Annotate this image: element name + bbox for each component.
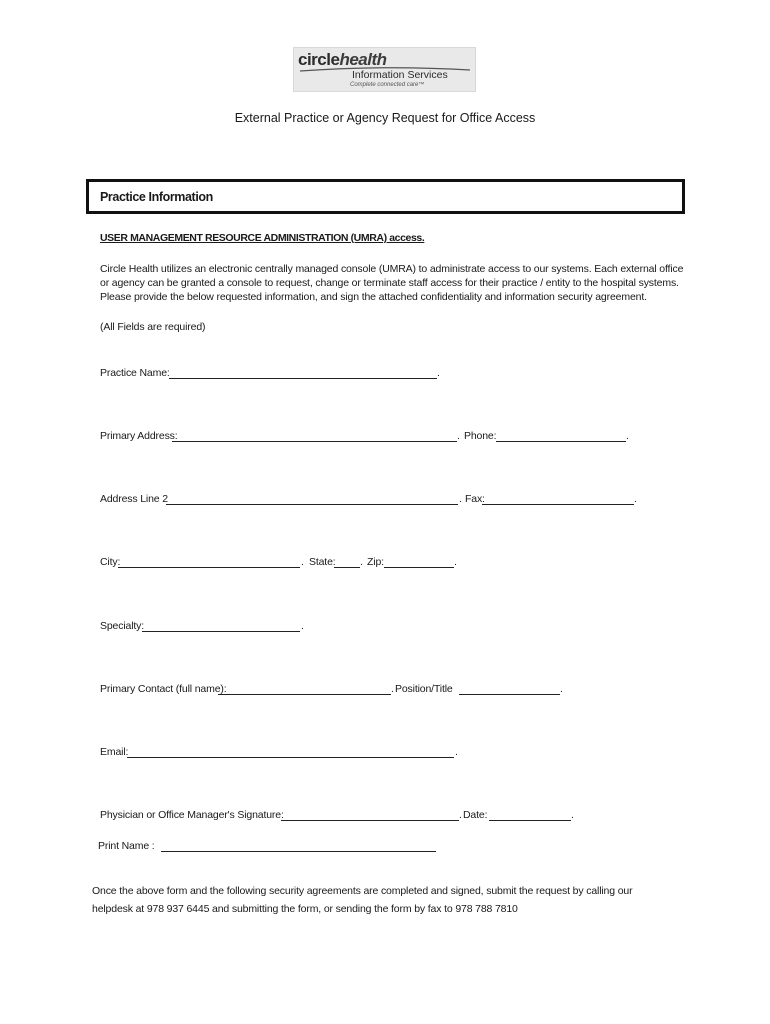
logo-word-circle: circle [298, 50, 340, 69]
logo-subtitle: Information Services [352, 69, 448, 81]
signature-label: Physician or Office Manager's Signature: [100, 809, 284, 821]
practice-name-label: Practice Name: [100, 367, 170, 379]
required-note: (All Fields are required) [100, 321, 206, 333]
email-label: Email: [100, 746, 129, 758]
primary-address-label: Primary Address: [100, 430, 178, 442]
zip-field[interactable] [384, 567, 454, 568]
address-line2-dot: . [459, 493, 462, 505]
fax-label: Fax: [465, 493, 485, 505]
signature-dot: . [459, 809, 462, 821]
state-label: State: [309, 556, 336, 568]
circle-health-logo [293, 47, 476, 92]
practice-name-field[interactable] [169, 378, 437, 379]
address-line2-field[interactable] [166, 504, 458, 505]
city-dot: . [301, 556, 304, 568]
email-dot: . [455, 746, 458, 758]
logo-word-health: health [339, 50, 387, 69]
intro-line-2: or agency can be granted a console to request, change or terminate staff access for their practice / entity to the hospital systems. [100, 277, 679, 289]
primary-contact-label: Primary Contact (full name): [100, 683, 227, 695]
zip-dot: . [454, 556, 457, 568]
primary-contact-dot: . [391, 683, 394, 695]
signature-field[interactable] [281, 820, 459, 821]
section-header-box [86, 179, 685, 214]
logo-tagline: Complete connected care™ [350, 82, 425, 88]
position-title-field[interactable] [459, 694, 560, 695]
primary-contact-field[interactable] [218, 694, 391, 695]
city-field[interactable] [118, 567, 300, 568]
zip-label: Zip: [367, 556, 384, 568]
practice-name-dot: . [437, 367, 440, 379]
intro-line-1: Circle Health utilizes an electronic centrally managed console (UMRA) to administrate access to our systems. Each external office [100, 263, 684, 275]
primary-address-dot: . [457, 430, 460, 442]
section-heading: Practice Information [100, 190, 213, 204]
specialty-label: Specialty: [100, 620, 145, 632]
state-dot: . [360, 556, 363, 568]
date-dot: . [571, 809, 574, 821]
fax-dot: . [634, 493, 637, 505]
date-label: Date: [463, 809, 488, 821]
city-label: City: [100, 556, 121, 568]
fax-field[interactable] [482, 504, 634, 505]
form-title: External Practice or Agency Request for Office Access [234, 111, 536, 125]
umra-heading: USER MANAGEMENT RESOURCE ADMINISTRATION (UMRA) access. [100, 232, 425, 244]
phone-label: Phone: [464, 430, 497, 442]
date-field[interactable] [489, 820, 571, 821]
position-title-label: Position/Title [395, 683, 453, 695]
phone-field[interactable] [496, 441, 626, 442]
intro-line-3: Please provide the below requested information, and sign the attached confidentiality and information security agreement. [100, 291, 647, 303]
primary-address-field[interactable] [172, 441, 457, 442]
footer-line-1: Once the above form and the following security agreements are completed and signed, submit the request by calling our [92, 885, 633, 897]
email-field[interactable] [127, 757, 454, 758]
specialty-dot: . [301, 620, 304, 632]
position-title-dot: . [560, 683, 563, 695]
state-field[interactable] [334, 567, 360, 568]
specialty-field[interactable] [142, 631, 300, 632]
address-line2-label: Address Line 2 [100, 493, 168, 505]
phone-dot: . [626, 430, 629, 442]
footer-line-2: helpdesk at 978 937 6445 and submitting the form, or sending the form by fax to 978 788 7810 [92, 903, 518, 915]
logo-wordmark [298, 51, 387, 68]
print-name-field[interactable] [161, 851, 436, 852]
print-name-label: Print Name : [98, 840, 155, 852]
